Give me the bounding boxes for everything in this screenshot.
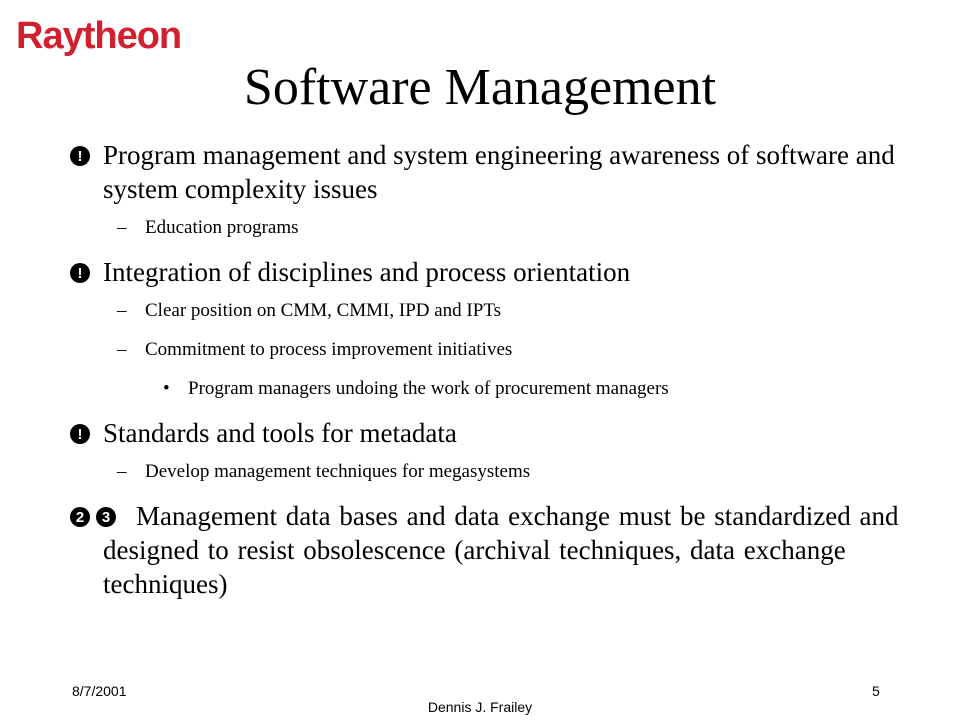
exclamation-circle-icon: ! (70, 424, 90, 444)
sub-bullet-text: Education programs (145, 217, 299, 238)
sub-bullet-text: Develop management techniques for megasystems (145, 461, 531, 482)
sub-sub-bullet-item (70, 377, 930, 401)
bullet-marker (70, 141, 90, 166)
bullet-text: Program management and system engineering awareness of software and system complexity issues (103, 140, 895, 204)
slide-title: Software Management (243, 59, 717, 116)
bullet-item (70, 416, 930, 450)
sub-bullet-item (70, 460, 930, 484)
page-number: 5 (872, 683, 880, 699)
bullet-item (70, 499, 930, 601)
bullet-marker (70, 502, 116, 527)
dash-icon: – (117, 339, 127, 360)
bullet-marker (70, 419, 90, 444)
bullet-text: Management data bases and data exchange must be standardized and designed to resist obsolescence (archival techniques, data exchange techniques) (103, 501, 899, 599)
footer-date: 8/7/2001 (72, 683, 127, 699)
exclamation-circle-icon: ! (70, 146, 90, 166)
bullet-marker (70, 258, 90, 283)
sub-bullet-item (70, 216, 930, 240)
bullet-item (70, 138, 930, 206)
sub-bullet-item (70, 338, 930, 362)
dash-icon: – (117, 300, 127, 321)
raytheon-logo: Raytheon (16, 15, 182, 57)
bullet-list (70, 138, 930, 611)
bullet-text: Standards and tools for metadata (103, 418, 457, 448)
sub-bullet-item (70, 299, 930, 323)
footer-author: Dennis J. Frailey (427, 699, 533, 715)
sub-bullet-text: Commitment to process improvement initiatives (145, 339, 513, 360)
dash-icon: – (117, 217, 127, 238)
exclamation-circle-icon: ! (70, 263, 90, 283)
dash-icon: – (117, 461, 127, 482)
bullet-item (70, 255, 930, 289)
number-3-circle-icon: 3 (96, 507, 116, 527)
sub-bullet-text: Clear position on CMM, CMMI, IPD and IPTs (145, 300, 501, 321)
bullet-text: Integration of disciplines and process orientation (103, 257, 631, 287)
sub-sub-bullet-text: Program managers undoing the work of procurement managers (188, 378, 669, 399)
bullet-dot-icon: • (163, 378, 170, 399)
number-2-circle-icon: 2 (70, 507, 90, 527)
